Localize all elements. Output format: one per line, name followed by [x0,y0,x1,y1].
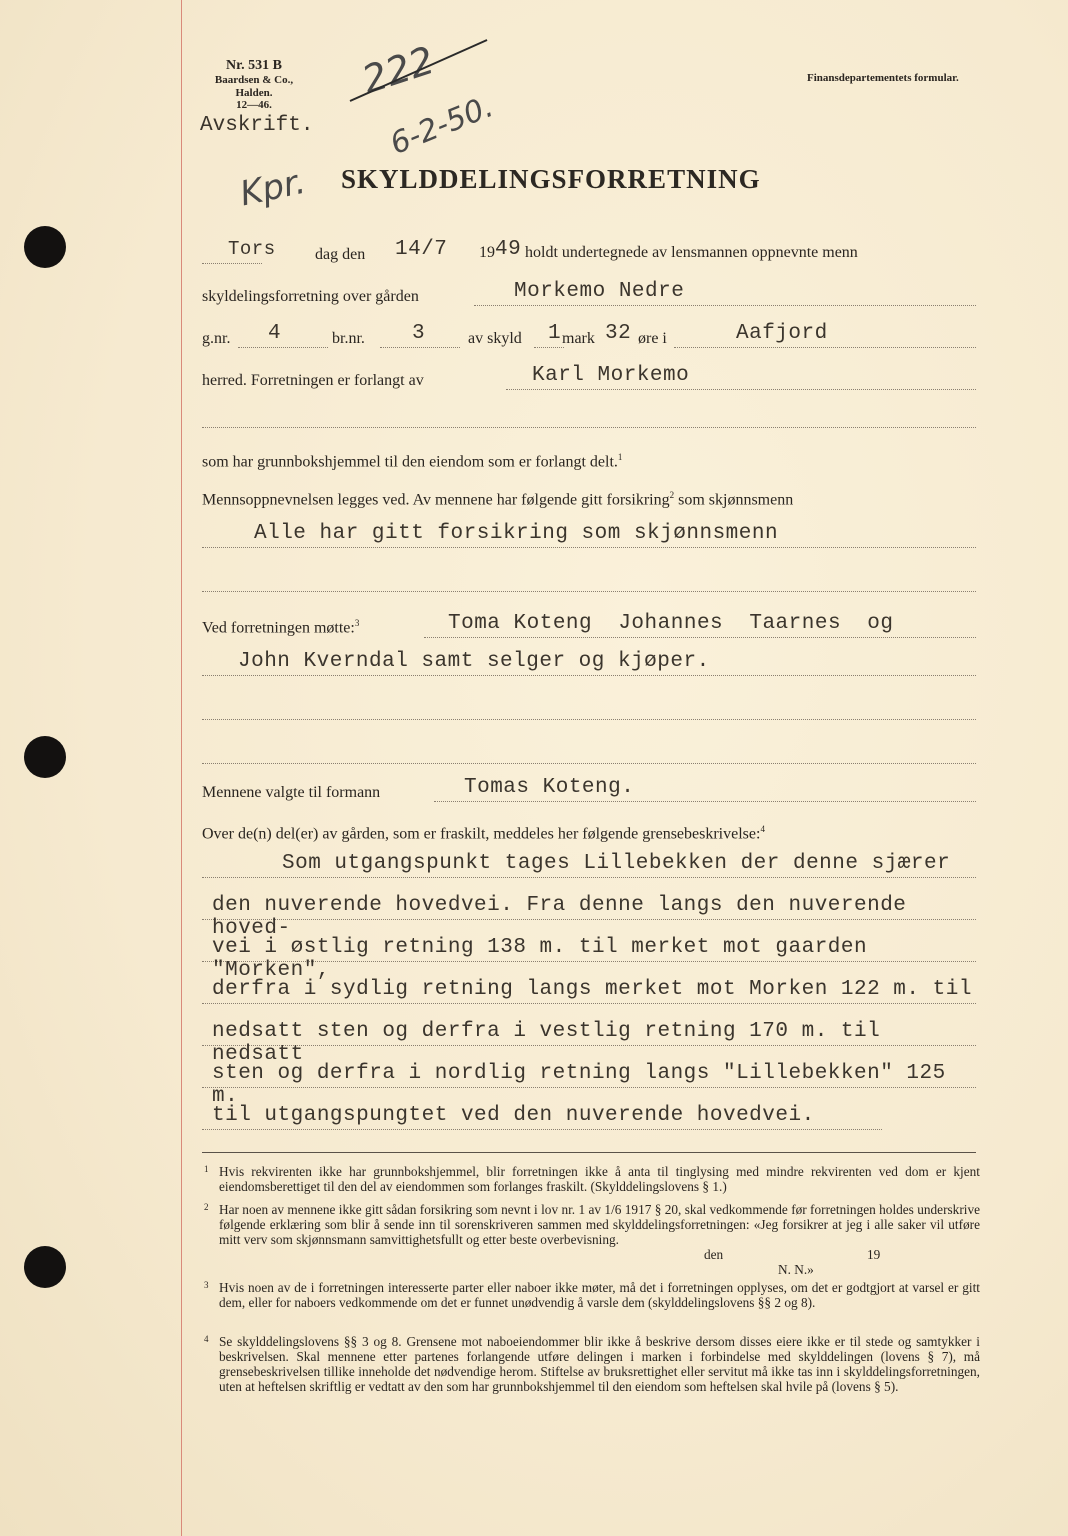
requester-value: Karl Morkemo [532,364,690,387]
boundary-text: til utgangspungtet ved den nuverende hovedvei. [212,1104,815,1127]
boundary-label [202,824,765,843]
attendees-label-text: Ved forretningen møtte: [202,619,355,637]
boundary-text: derfra i sydlig retning langs merket mot Morken 122 m. til [212,978,972,1001]
footnote-ref: 4 [760,824,765,834]
boundary-line [202,1020,976,1066]
handwritten-initials: Kpr. [236,161,309,215]
assurance-label [202,490,793,509]
label-skyld: av skyld [468,330,522,347]
boundary-line [202,1104,976,1132]
boundary-line [202,894,976,940]
municipality-value: Aafjord [736,322,828,345]
boundary-text: nedsatt sten og derfra i vestlig retning 170 m. til nedsatt [212,1020,881,1066]
label-brnr: br.nr. [332,330,365,347]
punch-hole-icon [24,226,66,268]
empty-dotted-line [202,566,976,594]
punch-hole-icon [24,1246,66,1288]
footnote-den: den [704,1247,724,1262]
footnote-number: 4 [204,1334,209,1344]
publisher-block [204,58,304,112]
farm-value: Morkemo Nedre [514,280,685,303]
label-ore: øre i [638,330,667,347]
form-line-requester [202,364,976,392]
footnote-signature: N. N.» [778,1262,814,1277]
footnote-text: Hvis rekvirenten ikke har grunnbokshjemmel, blir forretningen ikke å anta til tinglysing med mindre rekvirenten ved dom er kjent eiendomsberettiget til den del av eiendommen som forlanges fraskilt. (Skylddelingslovens § 1.) [219,1164,980,1194]
form-line-farm [202,280,976,308]
ore-value: 32 [605,322,632,345]
footnote-text: Hvis noen av de i forretningen interesserte parter eller naboer ikke møter, må det i forretningen opplyses, om det er godtgjort at varsel er gitt dem, eller for naboers vedkommende om det er funnet unødvendig å varsle dem (skylddelingslovens §§ 2 og 8). [219,1280,980,1310]
footnote-text: Se skylddelingslovens §§ 3 og 8. Grensene mot naboeiendommer blir ikke å beskrive dersom disses eiere ikke er til stede og samtykker i beskrivelsen. Skal mennene etter partenes forlangende utføre delingen i marken i forbindelse med skylddelingen (lovens § 7), må grensebeskrivelsen tillike inneholde det nødvendige herom. Stiftelse av bruksrettighet eller servitut må ikke tas inn i skylddelingsforretningen, uten at heftelsen skriftlig er vedtatt av den som har grunnbokshjemmel til den eiendom som heftelsen skal hvile på (lovens § 5). [219,1334,980,1394]
form-line-assurance [202,484,976,512]
empty-dotted-line [202,402,976,430]
boundary-line [202,936,976,982]
footnote-3 [204,1280,980,1310]
brnr-value: 3 [412,322,426,345]
date-value: 14/7 [395,238,448,261]
footnote-divider [202,1152,976,1153]
weekday-value: Tors [228,238,276,260]
label-requester: herred. Forretningen er forlangt av [202,372,424,389]
page-title: SKYLDDELINGSFORRETNING [341,164,761,194]
deed-text [202,452,622,471]
footnote-number: 1 [204,1164,209,1174]
footnote-text: Har noen av mennene ikke gitt sådan forsikring som nevnt i lov nr. 1 av 1/6 1917 § 20, skal vedkommende før forretningen holdes underskrive følgende erklæring som blir å sende inn til sorenskriveren sammen med skylddelingsforretningen: «Jeg forsikrer at jeg i alle saker vil utføre mitt verv som skjønnsmann samvittighetsfullt og etter beste overbevisning. [219,1202,980,1247]
attendees-line2: John Kverndal samt selger og kjøper. [238,650,710,673]
label-mark: mark [562,330,595,347]
form-line-attendees-2 [202,650,976,678]
footnote-number: 2 [204,1202,209,1212]
deed-text-body: som har grunnbokshjemmel til den eiendom som er forlangt delt. [202,453,618,471]
boundary-text: Som utgangspunkt tages Lillebekken der denne sjærer [282,852,951,875]
red-margin-line [181,0,182,1536]
form-line-date [202,238,976,266]
attendees-line1: Toma Koteng Johannes Taarnes og [448,612,894,635]
form-line-boundary-label [202,818,976,846]
attendees-label [202,618,359,637]
chairman-label: Mennene valgte til formann [202,784,381,801]
boundary-text: vei i østlig retning 138 m. til merket mot gaarden "Morken", [212,936,868,982]
year-value: 49 [495,238,522,261]
form-line-attendees [202,612,976,640]
footnote-4 [204,1334,980,1394]
handwritten-date: 6-2-50. [385,89,499,162]
footnote-ref: 2 [669,490,675,500]
label-gnr: g.nr. [202,330,231,347]
footnote-number: 3 [204,1280,209,1290]
footnote-ref: 3 [354,618,360,628]
label-farm: skyldelingsforretning over gården [202,288,419,305]
empty-dotted-line [202,694,976,722]
footnote-ref: 1 [617,452,623,462]
label-line1-rest: holdt undertegnede av lensmannen oppnevnte menn [525,244,858,261]
boundary-label-text: Over de(n) del(er) av gården, som er fraskilt, meddeles her følgende grensebeskrivelse: [202,825,761,843]
assurance-text-b: som skjønnsmenn [678,491,794,509]
boundary-text: sten og derfra i nordlig retning langs "Lillebekken" 125 m. [212,1062,946,1108]
chairman-value: Tomas Koteng. [464,776,635,799]
handwritten-number: 222 [356,37,440,103]
footnote-1 [204,1164,980,1194]
year-prefix: 19 [479,244,495,261]
label-dag-den: dag den [315,246,366,263]
publisher-name: Baardsen & Co., Halden. [214,74,294,99]
boundary-line [202,852,976,880]
footnote-2 [204,1202,980,1277]
form-origin: Finansdepartementets formular. [807,72,959,84]
publisher-number: Nr. 531 B [226,58,282,73]
form-line-chairman [202,776,976,804]
boundary-line [202,978,976,1006]
copy-label: Avskrift. [200,114,314,137]
footnote-year: 19 [867,1247,881,1262]
boundary-line [202,1062,976,1108]
gnr-value: 4 [268,322,282,345]
publisher-date: 12—46. [236,99,272,112]
form-line-assurance-value [202,522,976,550]
form-line-deed [202,446,976,474]
boundary-text: den nuverende hovedvei. Fra denne langs den nuverende hoved- [212,894,907,940]
assurance-text-a: Mennsoppnevnelsen legges ved. Av mennene har følgende gitt forsikring [202,491,670,509]
assurance-value: Alle har gitt forsikring som skjønnsmenn [254,522,779,545]
form-line-numbers [202,322,976,350]
punch-hole-icon [24,736,66,778]
mark-value: 1 [548,322,562,345]
empty-dotted-line [202,738,976,766]
